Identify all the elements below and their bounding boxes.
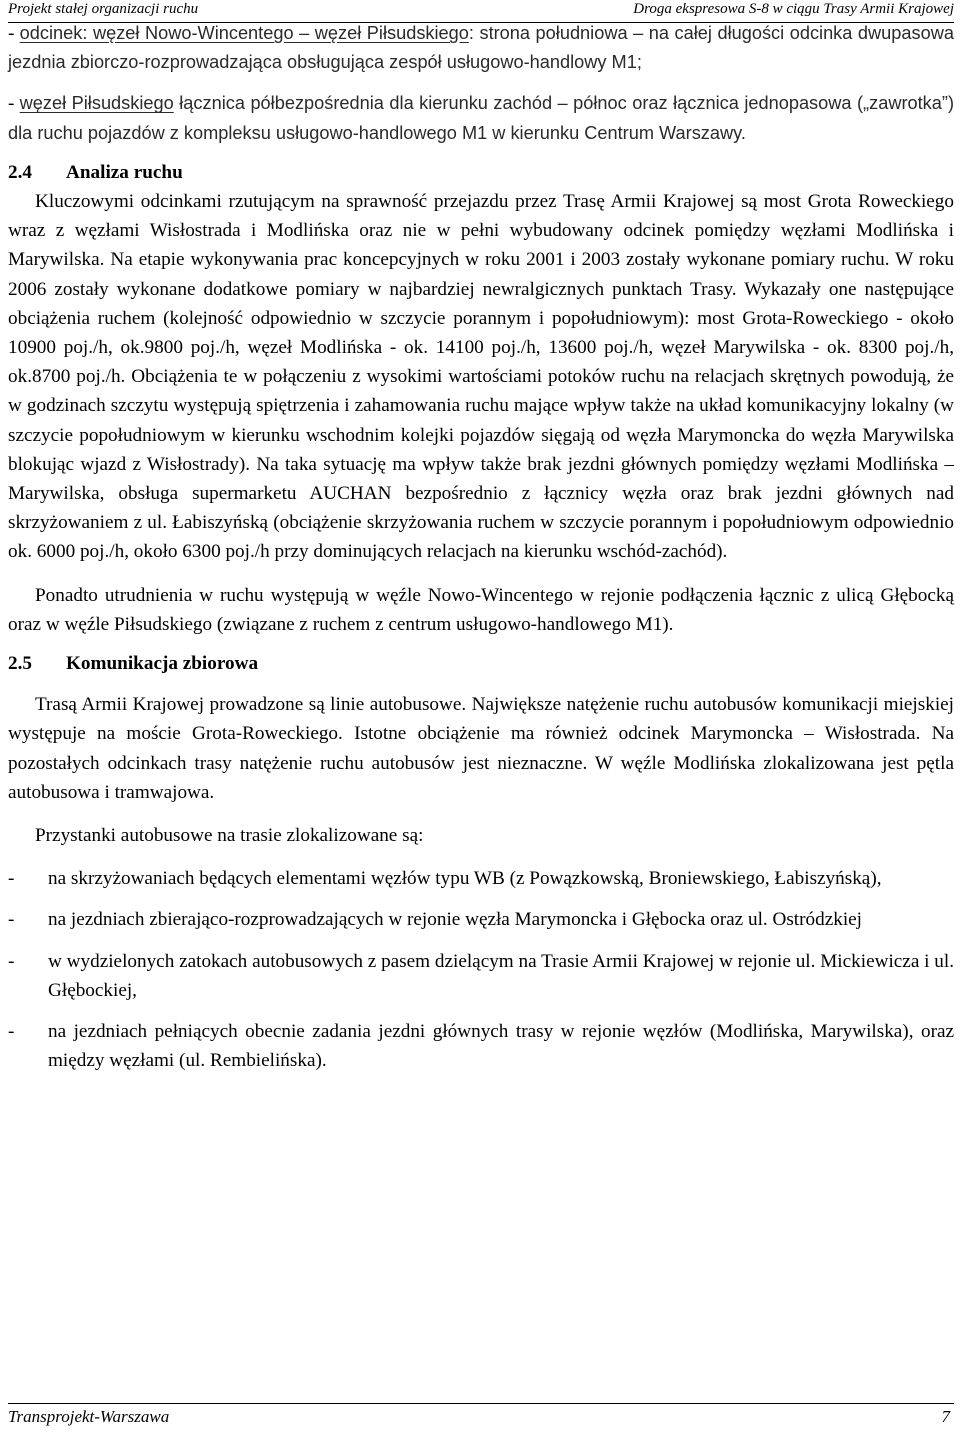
- spacer: [8, 639, 954, 649]
- spacer: [8, 850, 954, 864]
- page-number: 7: [941, 1407, 950, 1426]
- list-item: [8, 947, 954, 1005]
- list-dash: -: [8, 950, 15, 972]
- list-item-text: na jezdniach zbierająco-rozprowadzających w rejonie węzła Marymoncka i Głębocka oraz ul. Ostródzkiej: [48, 909, 863, 931]
- bus-stops-list: [8, 864, 954, 1075]
- section-heading-2-5: [8, 649, 954, 678]
- footer-company: Transprojekt-Warszawa: [8, 1407, 170, 1426]
- list-item: [8, 905, 954, 934]
- traffic-difficulties-paragraph: Ponadto utrudnienia w ruchu występują w węźle Nowo-Wincentego w rejonie podłączenia łącznic z ulicą Głębocką oraz w węźle Piłsudskiego (związane z ruchem z centrum usługowo-handlowego M1).: [8, 584, 954, 635]
- document-body: [8, 19, 954, 1088]
- list-item: [8, 1017, 954, 1075]
- section-title: Komunikacja zbiorowa: [66, 653, 259, 675]
- spacer: [8, 148, 954, 158]
- list-item-text: na skrzyżowaniach będących elementami węzłów typu WB (z Powązkowską, Broniewskiego, Łabiszyńską),: [48, 868, 882, 890]
- intro-item-dash: -: [8, 93, 20, 115]
- intro-segment-text: : strona południowa – na całej długości odcinka dwupasowa jezdnia zbiorczo-rozprowadzająca obsługująca zespół usługowo-handlowy M1;: [8, 23, 954, 73]
- bus-stops-intro: Przystanki autobusowe na trasie zlokalizowane są:: [35, 825, 424, 847]
- section-number: 2.4: [8, 161, 32, 183]
- header-road-title: Droga ekspresowa S-8 w ciągu Trasy Armii Krajowej: [633, 1, 954, 17]
- intro-junction-link: węzeł Piłsudskiego: [19, 93, 174, 114]
- list-item-text: w wydzielonych zatokach autobusowych z pasem dzielącym na Trasie Armii Krajowej w rejonie ul. Mickiewicza i ul. Głębockiej,: [48, 950, 954, 1001]
- traffic-analysis-paragraph: Kluczowymi odcinkami rzutującym na sprawność przejazdu przez Trasę Armii Krajowej są most Grota Roweckiego wraz z węzłami Wisłostrada i Modlińska oraz nie w pełni wybudowany odcinek pomiędzy węzłami Modlińska i Marywilska. Na etapie wykonywania prac koncepcyjnych w roku 2001 i 2003 zostały wykonane pomiary ruchu. W roku 2006 zostały wykonane dodatkowe pomiary w najbardziej newralgicznych punktach Trasy. Wykazały one następujące obciążenia ruchem (kolejność odpowiednio w szczycie porannym i popołudniowym): most Grota-Roweckiego - około 10900 poj./h, ok.9800 poj./h, węzeł Modlińska - ok. 14100 poj./h, 13600 poj./h, węzeł Marywilska - ok. 8300 poj./h, ok.8700 poj./h. Obciążenia te w połączeniu z wysokimi wartościami potoków ruchu na relacjach skrętnych powodują, że w godzinach szczytu występują spiętrzenia i zahamowania ruchu mające wpływ także na układ komunikacyjny lokalny (w szczycie popołudniowym w kierunku wschodnim kolejki pojazdów sięgają od węzła Marymoncka do węzła Marywilska blokując wjazd z Wisłostrady). Na taka sytuację ma wpływ także brak jezdni głównych pomiędzy węzłami Modlińska – Marywilska, obsługa supermarketu AUCHAN bezpośrednio z łącznicy węzła oraz brak jezdni głównych nad skrzyżowaniem z ul. Łabiszyńską (obciążenie skrzyżowania ruchem w szczycie porannym i popołudniowym odpowiednio ok. 6000 poj./h, około 6300 poj./h przy dominujących relacjach na kierunku wschód-zachód).: [8, 191, 954, 563]
- intro-item-dash: -: [8, 23, 20, 44]
- list-item-text: na jezdniach pełniących obecnie zadania jezdni głównych trasy w rejonie węzłów (Modlińska, Marywilska), oraz między węzłami (ul. Rembielińska).: [48, 1021, 954, 1072]
- intro-item-segment: [8, 19, 954, 77]
- section-heading-2-4: [8, 158, 954, 187]
- list-dash: -: [8, 868, 15, 890]
- list-dash: -: [8, 909, 15, 931]
- public-transport-paragraph: Trasą Armii Krajowej prowadzone są linie autobusowe. Największe natężenie ruchu autobusów komunikacji miejskiej występuje na moście Grota-Roweckiego. Istotne obciążenie ma również odcinek Marymoncka – Wisłostrada. Na pozostałych odcinkach trasy natężenie ruchu autobusów jest nieznaczne. W węźle Modlińska zlokalizowana jest pętla autobusowa i tramwajowa.: [8, 694, 954, 803]
- spacer: [8, 807, 954, 821]
- intro-segment-link: odcinek: węzeł Nowo-Wincentego – węzeł Piłsudskiego: [19, 23, 469, 43]
- header-project-title: Projekt stałej organizacji ruchu: [8, 1, 199, 17]
- intro-item-junction: [8, 89, 954, 147]
- section-number: 2.5: [8, 653, 32, 675]
- list-dash: -: [8, 1021, 15, 1043]
- spacer: [8, 678, 954, 690]
- spacer: [8, 567, 954, 581]
- list-item: [8, 864, 954, 893]
- spacer: [8, 77, 954, 89]
- section-title: Analiza ruchu: [66, 161, 183, 183]
- intro-junction-text: łącznica półbezpośrednia dla kierunku zachód – północ oraz łącznica jednopasowa („zawrotka”) dla ruchu pojazdów z kompleksu usługowo-handlowego M1 w kierunku Centrum Warszawy.: [8, 93, 955, 143]
- page-footer: [8, 1403, 954, 1430]
